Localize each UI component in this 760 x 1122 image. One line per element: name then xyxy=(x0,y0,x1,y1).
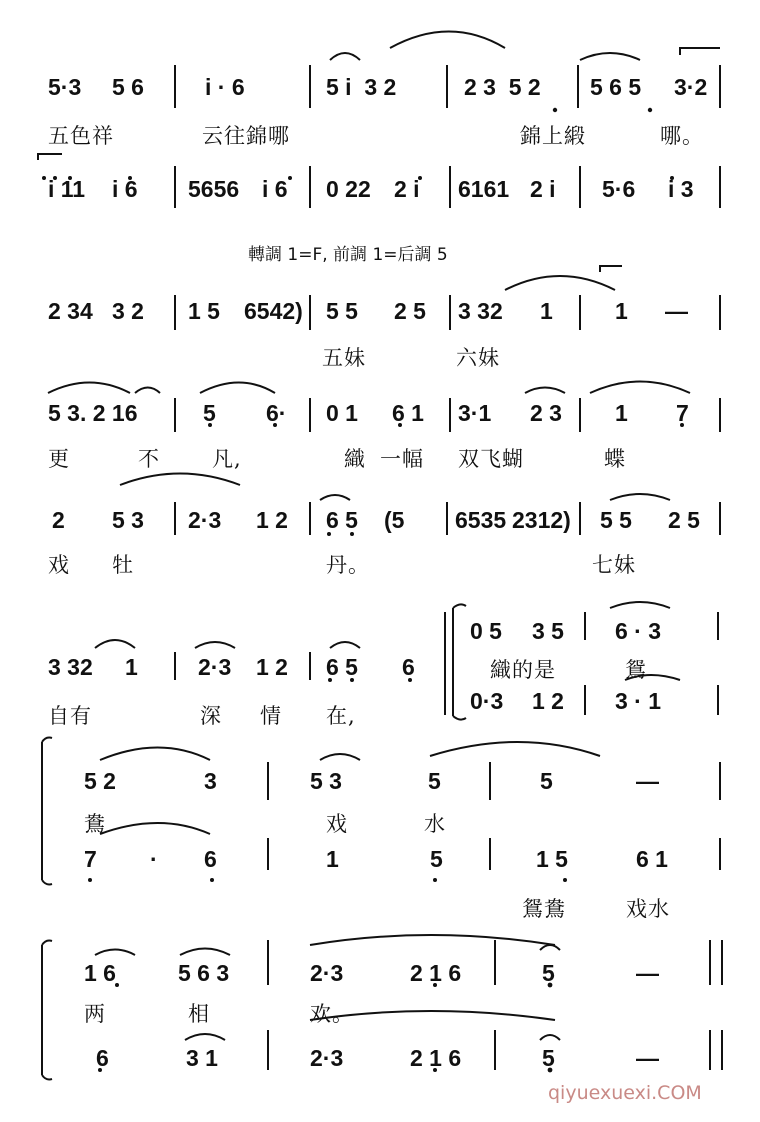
notation-group: 3 xyxy=(204,768,217,794)
notation-group: i 3 xyxy=(668,176,694,202)
lyric-text: 鴛鴦 xyxy=(522,897,566,921)
lyric-text: 五色祥 xyxy=(48,124,114,148)
notation-group: 2 3 5 2 xyxy=(464,74,541,100)
notation-group: i 6 xyxy=(112,176,138,202)
lyric-text: 六妹 xyxy=(456,346,500,370)
notation-group: 1 xyxy=(615,400,628,426)
notation-group: 6 xyxy=(402,654,415,680)
lyric-text: 两 xyxy=(84,1002,106,1026)
notation-group: 2·3 xyxy=(310,960,344,986)
notation-group: 5 xyxy=(542,1045,555,1071)
notation-group: 2·3 xyxy=(188,507,222,533)
notation-group: 6· xyxy=(266,400,287,426)
lyric-text: 五妹 xyxy=(322,346,366,370)
lyric-text: 蝶 xyxy=(604,447,626,471)
notation-group: 5·6 xyxy=(602,176,636,202)
notation-group: 6542) xyxy=(244,298,303,324)
lyric-text: 不 xyxy=(138,447,160,471)
notation-group: 1 6 xyxy=(84,960,116,986)
notation-group: 3 · 1 xyxy=(615,688,662,714)
lyric-text: 凡, xyxy=(212,447,242,471)
lyric-text: 一幅 xyxy=(380,447,424,471)
notation-group: 3 32 xyxy=(48,654,93,680)
notation-group: · xyxy=(150,846,158,872)
notation-group: 1 xyxy=(125,654,138,680)
notation-group: 2312) xyxy=(512,507,571,533)
notation-group: 5 3. 2 16 xyxy=(48,400,138,426)
notation-group: 5 6 5 xyxy=(590,74,642,100)
lyric-text: 在, xyxy=(326,704,356,728)
notation-group: 6 xyxy=(96,1045,109,1071)
lyric-text: 更 xyxy=(48,447,70,471)
notation-group: 6 1 xyxy=(636,846,668,872)
lyric-text: 欢。 xyxy=(310,1002,354,1026)
notation-group: 3 5 xyxy=(532,618,564,644)
notation-group: 5 i 3 2 xyxy=(326,74,397,100)
lyric-text: 深 xyxy=(200,704,222,728)
notation-group: 0 22 xyxy=(326,176,371,202)
lyric-text: 水 xyxy=(424,812,446,836)
notation-group: 1 2 xyxy=(256,507,288,533)
notation-group: 5 6 3 xyxy=(178,960,230,986)
notation-group: 3·2 xyxy=(674,74,708,100)
lyric-text: 鴛 xyxy=(625,658,647,682)
lyric-text: 自有 xyxy=(48,704,92,728)
notation-group: 5 5 xyxy=(600,507,632,533)
notation-group: 0 1 xyxy=(326,400,358,426)
notation-group: 5 3 xyxy=(112,507,144,533)
notation-group: 2 i xyxy=(394,176,420,202)
notation-group: 0·3 xyxy=(470,688,504,714)
notation-group: 2 5 xyxy=(668,507,700,533)
notation-group: 2 5 xyxy=(394,298,426,324)
notation-group: 2·3 xyxy=(310,1045,344,1071)
notation-group: 5 xyxy=(428,768,441,794)
notation-group: 3·1 xyxy=(458,400,492,426)
notation-group: 3 32 xyxy=(458,298,503,324)
notation-group: 6161 xyxy=(458,176,510,202)
notation-group: 2 3 xyxy=(530,400,562,426)
lyric-text: 錦上緞 xyxy=(520,124,586,148)
notation-group: 6 xyxy=(204,846,217,872)
lyric-text: 相 xyxy=(188,1002,210,1026)
notation-group: 2 1 6 xyxy=(410,1045,462,1071)
notation-group: 5 xyxy=(540,768,553,794)
notation-group: 2 xyxy=(52,507,65,533)
lyric-text: 織的是 xyxy=(490,658,556,682)
lyric-text: 哪。 xyxy=(660,124,704,148)
notation-group: 1 xyxy=(615,298,628,324)
notation-group: — xyxy=(636,960,659,986)
key-change-note: 轉調 1=F, 前調 1=后調 5 xyxy=(248,245,448,265)
notation-group: i · 6 xyxy=(205,74,245,100)
lyric-text: 戏 xyxy=(48,553,70,577)
lyric-text: 七妹 xyxy=(592,553,636,577)
lyric-text: 戏 xyxy=(326,812,348,836)
notation-group: 5 xyxy=(430,846,443,872)
notation-group: 3 2 xyxy=(112,298,144,324)
notation-group: 3 1 xyxy=(186,1045,218,1071)
notation-group: 7 xyxy=(676,400,689,426)
notation-group: (5 xyxy=(384,507,405,533)
notation-group: 1 2 xyxy=(256,654,288,680)
lyric-text: 戏水 xyxy=(626,897,670,921)
lyric-text: 鴦 xyxy=(84,812,106,836)
notation-group: 6 5 xyxy=(326,654,358,680)
notation-group: 6 · 3 xyxy=(615,618,662,644)
notation-group: i 6 xyxy=(262,176,288,202)
notation-group: 2·3 xyxy=(198,654,232,680)
notation-group: 1 2 xyxy=(532,688,564,714)
notation-group: 2 i xyxy=(530,176,556,202)
notation-group: 0 5 xyxy=(470,618,502,644)
notation-group: — xyxy=(636,768,659,794)
notation-group: 6535 xyxy=(455,507,507,533)
notation-group: — xyxy=(665,298,688,324)
lyric-text: 双飞蝴 xyxy=(458,447,524,471)
notation-group: 5 xyxy=(203,400,216,426)
notation-group: 5 3 xyxy=(310,768,342,794)
notation-group: 6 1 xyxy=(392,400,424,426)
notation-group: 1 xyxy=(540,298,553,324)
notation-group: 5·3 xyxy=(48,74,82,100)
notation-group: 1 5 xyxy=(536,846,568,872)
notation-group: — xyxy=(636,1045,659,1071)
notation-group: 5 6 xyxy=(112,74,144,100)
lyric-text: 牡 xyxy=(112,553,134,577)
lyric-text: 情 xyxy=(260,704,282,728)
notation-group: 6 5 xyxy=(326,507,358,533)
site-watermark: qiyuexuexi.COM xyxy=(548,1082,702,1104)
lyric-text: 丹。 xyxy=(326,553,370,577)
notation-group: 1 xyxy=(326,846,339,872)
lyric-text: 云往錦哪 xyxy=(202,124,290,148)
notation-group: 5 xyxy=(542,960,555,986)
notation-group: 2 1 6 xyxy=(410,960,462,986)
lyric-text: 織 xyxy=(344,447,366,471)
notation-group: 5 5 xyxy=(326,298,358,324)
notation-group: i 11 xyxy=(48,176,86,202)
notation-group: 7 xyxy=(84,846,97,872)
notation-group: 1 5 xyxy=(188,298,220,324)
notation-group: 5656 xyxy=(188,176,240,202)
notation-group: 2 34 xyxy=(48,298,93,324)
notation-group: 5 2 xyxy=(84,768,116,794)
